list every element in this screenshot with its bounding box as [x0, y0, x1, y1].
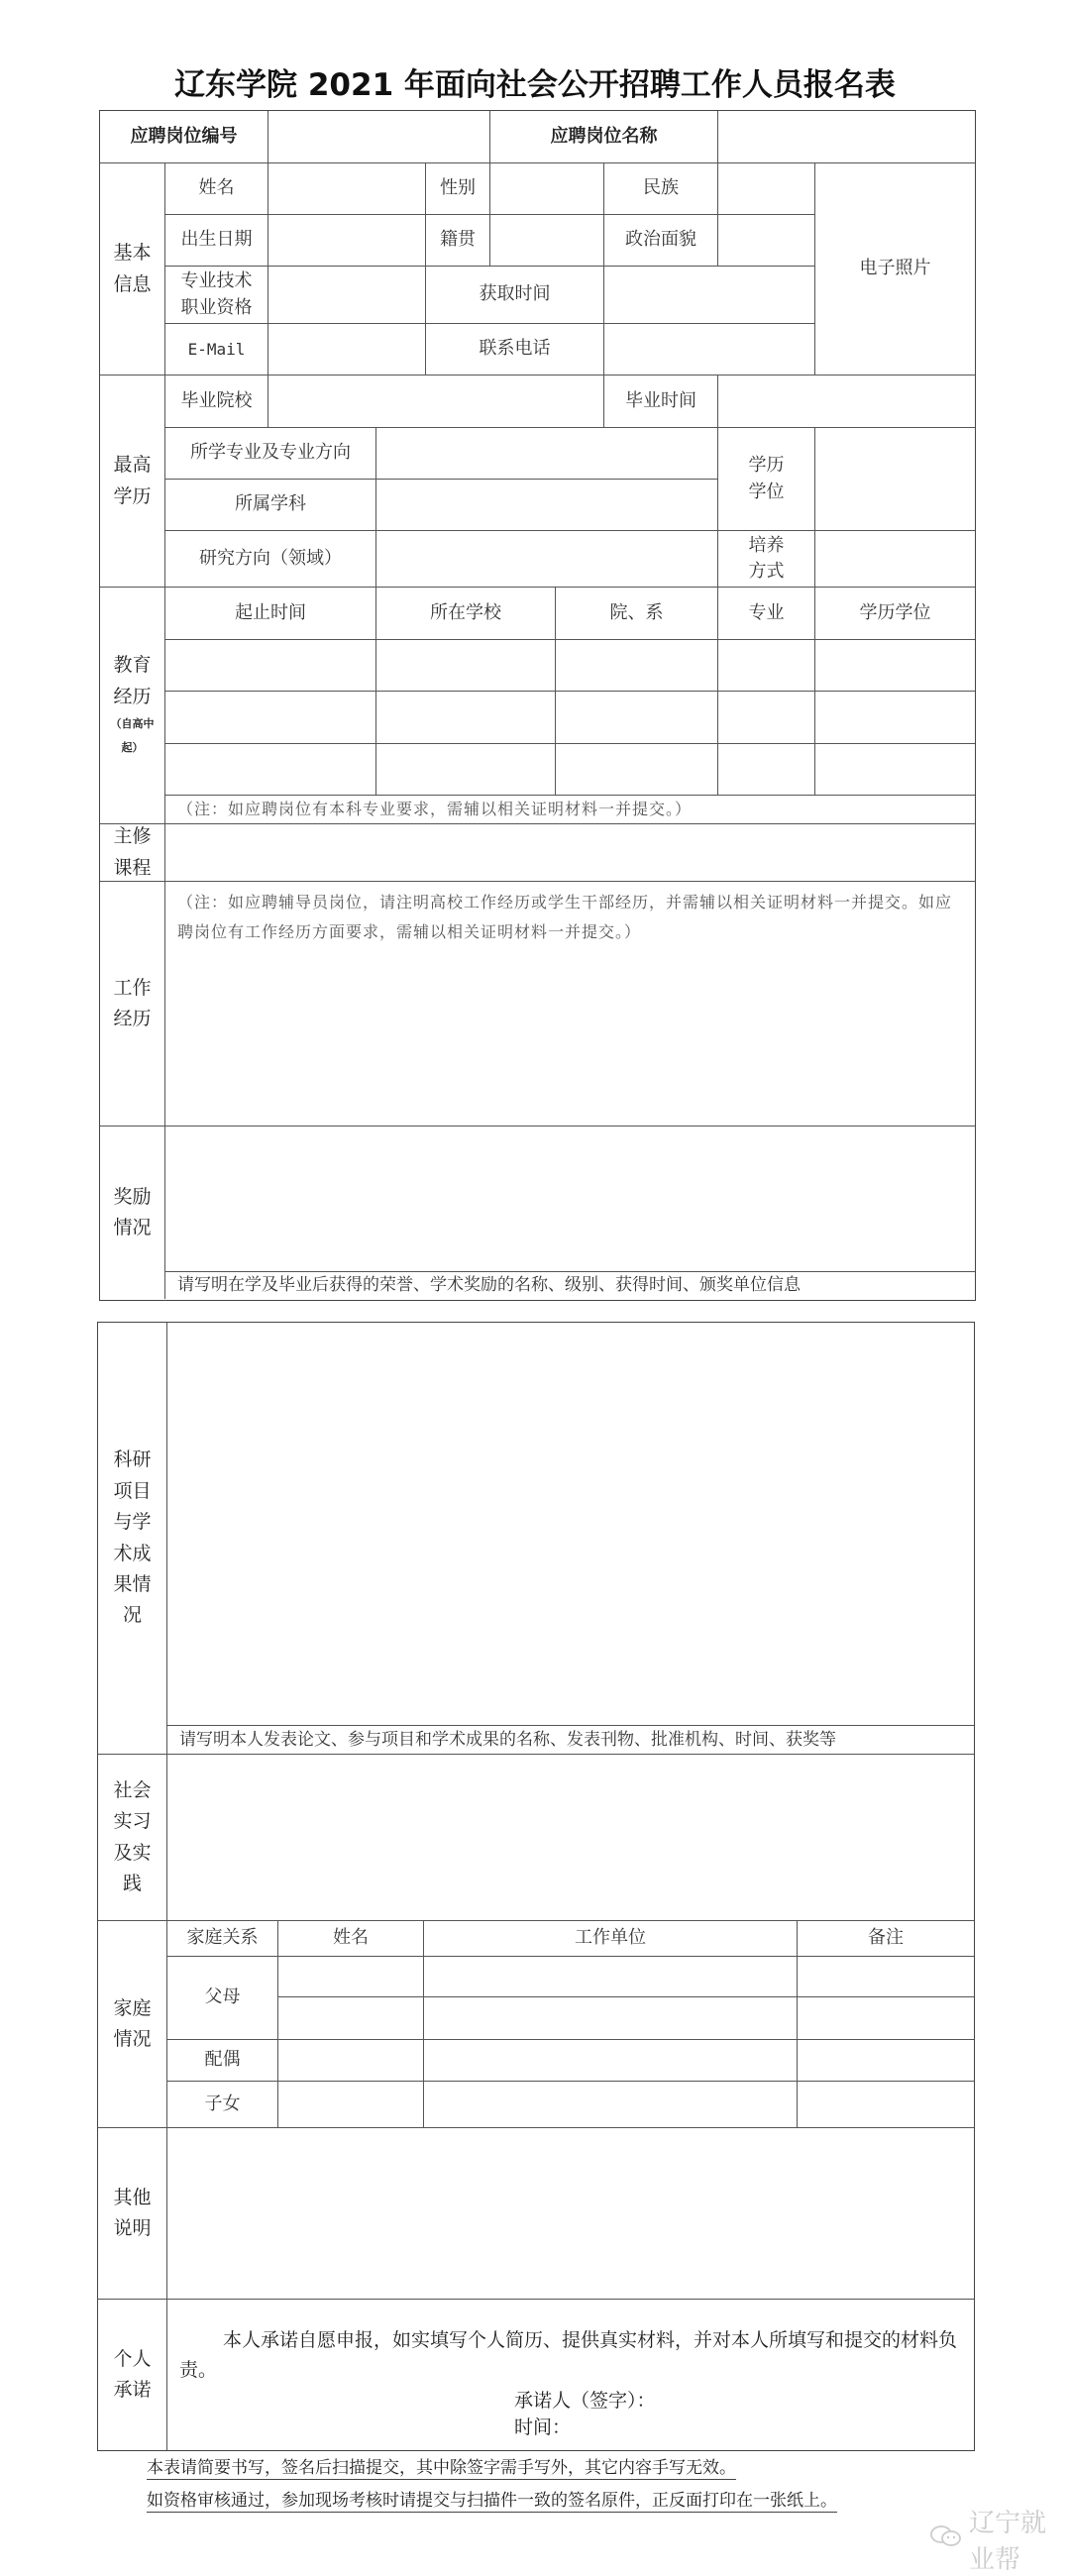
page-title: 辽东学院 2021 年面向社会公开招聘工作人员报名表	[174, 67, 896, 103]
edu-row1-period[interactable]	[165, 640, 376, 692]
research-direction-field[interactable]	[376, 531, 718, 588]
work-experience-note: （注：如应聘辅导员岗位，请注明高校工作经历或学生干部经历，并需辅以相关证明材料一并提交。如应聘岗位有工作经历方面要求，需辅以相关证明材料一并提交。）	[177, 893, 953, 941]
work-experience-text: 工作经历	[113, 976, 152, 1029]
education-history-text: 教育经历	[113, 654, 152, 707]
graduation-time-field[interactable]	[718, 376, 975, 428]
school-field[interactable]	[268, 376, 604, 428]
awards-text: 奖励情况	[113, 1185, 152, 1238]
family-spouse-workplace[interactable]	[424, 2040, 798, 2082]
footer-note-1: 本表请简要书写，签名后扫描提交，其中除签字需手写外，其它内容手写无效。	[147, 2453, 736, 2480]
research-section-label	[98, 1323, 167, 1755]
gender-label: 性别	[426, 163, 490, 215]
highest-education-section-label	[100, 376, 165, 588]
edu-row2-school[interactable]	[376, 692, 556, 744]
family-children-workplace[interactable]	[424, 2082, 798, 2128]
awards-note: 请写明在学及毕业后获得的荣誉、学术奖励的名称、级别、获得时间、颁奖单位信息	[177, 1275, 801, 1296]
main-courses-section-label	[100, 824, 165, 882]
awards-section-label	[100, 1127, 165, 1299]
edu-row1-degree[interactable]	[815, 640, 975, 692]
phone-label: 联系电话	[426, 324, 604, 376]
pledge-signer-label: 承诺人（签字）：	[514, 2390, 656, 2412]
pledge-section-label	[98, 2300, 167, 2450]
qualification-text: 专业技术职业资格	[180, 270, 253, 318]
family-parent1-name[interactable]	[278, 1957, 424, 1997]
photo-field[interactable]	[815, 163, 975, 376]
other-field[interactable]	[167, 2128, 974, 2300]
family-relation-parents: 父母	[167, 1957, 278, 2040]
family-children-name[interactable]	[278, 2082, 424, 2128]
native-place-label: 籍贯	[426, 215, 490, 267]
family-parent2-remarks[interactable]	[798, 1997, 974, 2040]
pledge-text: 个人承诺	[113, 2347, 152, 2401]
family-section-label	[98, 1921, 167, 2128]
watermark-text: 辽宁就业帮	[969, 2509, 1047, 2575]
ethnicity-label: 民族	[604, 163, 718, 215]
basic-info-text: 基本信息	[113, 242, 152, 295]
research-text: 科研项目与学术成果情况	[113, 1449, 152, 1627]
family-text: 家庭情况	[113, 1996, 152, 2050]
degree-field[interactable]	[815, 428, 975, 531]
edu-row2-period[interactable]	[165, 692, 376, 744]
position-name-field[interactable]	[718, 111, 975, 163]
edu-row1-department[interactable]	[556, 640, 718, 692]
family-parent2-workplace[interactable]	[424, 1997, 798, 2040]
political-status-field[interactable]	[718, 215, 815, 267]
education-note: （注：如应聘岗位有本科专业要求，需辅以相关证明材料一并提交。）	[165, 796, 975, 824]
pledge-statement: 本人承诺自愿申报，如实填写个人简历、提供真实材料，并对本人所填写和提交的材料负责。	[179, 2329, 958, 2382]
main-courses-field[interactable]	[165, 824, 975, 882]
email-label: E-Mail	[165, 324, 268, 376]
edu-col-degree: 学历学位	[815, 588, 975, 640]
phone-field[interactable]	[604, 324, 815, 376]
family-col-workplace: 工作单位	[424, 1921, 798, 1957]
political-status-label: 政治面貌	[604, 215, 718, 267]
school-label: 毕业院校	[165, 376, 268, 428]
edu-row3-major[interactable]	[718, 744, 815, 796]
research-field[interactable]	[167, 1323, 974, 1726]
family-parent2-name[interactable]	[278, 1997, 424, 2040]
work-experience-field[interactable]	[165, 882, 975, 1127]
family-parent1-remarks[interactable]	[798, 1957, 974, 1997]
position-code-label: 应聘岗位编号	[100, 111, 268, 163]
footer-note-2: 如资格审核通过，参加现场考核时请提交与扫描件一致的签名原件，正反面打印在一张纸上。	[147, 2486, 837, 2513]
training-mode-label	[718, 531, 815, 588]
main-courses-text: 主修课程	[113, 825, 152, 879]
training-mode-text: 培养方式	[748, 534, 785, 582]
edu-row3-period[interactable]	[165, 744, 376, 796]
edu-row2-department[interactable]	[556, 692, 718, 744]
position-name-label: 应聘岗位名称	[490, 111, 718, 163]
native-place-field[interactable]	[490, 215, 604, 267]
major-label: 所学专业及专业方向	[165, 428, 376, 480]
photo-label: 电子照片	[859, 258, 931, 279]
family-relation-children: 子女	[167, 2082, 278, 2128]
registration-table-part1	[99, 110, 976, 1301]
edu-row2-major[interactable]	[718, 692, 815, 744]
edu-col-period: 起止时间	[165, 588, 376, 640]
social-practice-text: 社会实习及实践	[113, 1778, 152, 1894]
education-history-subtext: （自高中起）	[110, 717, 155, 755]
other-text: 其他说明	[113, 2186, 152, 2239]
graduation-time-label: 毕业时间	[604, 376, 718, 428]
email-field[interactable]	[268, 324, 426, 376]
edu-row3-school[interactable]	[376, 744, 556, 796]
major-field[interactable]	[376, 428, 718, 480]
work-experience-section-label	[100, 882, 165, 1127]
edu-row3-degree[interactable]	[815, 744, 975, 796]
edu-col-department: 院、系	[556, 588, 718, 640]
family-children-remarks[interactable]	[798, 2082, 974, 2128]
wechat-icon	[929, 2523, 963, 2556]
family-col-relation: 家庭关系	[167, 1921, 278, 1957]
discipline-label: 所属学科	[165, 480, 376, 531]
research-direction-label: 研究方向（领域）	[165, 531, 376, 588]
basic-info-section-label	[100, 163, 165, 376]
qualification-field[interactable]	[268, 267, 426, 324]
watermark	[929, 2503, 1070, 2576]
social-practice-section-label	[98, 1755, 167, 1921]
degree-label	[718, 428, 815, 531]
edu-row1-major[interactable]	[718, 640, 815, 692]
registration-table-part2	[97, 1322, 975, 2451]
obtained-time-field[interactable]	[604, 267, 815, 324]
family-col-name: 姓名	[278, 1921, 424, 1957]
training-mode-field[interactable]	[815, 531, 975, 588]
edu-row2-degree[interactable]	[815, 692, 975, 744]
awards-field[interactable]	[165, 1127, 975, 1272]
social-practice-field[interactable]	[167, 1755, 974, 1921]
research-note: 请写明本人发表论文、参与项目和学术成果的名称、发表刊物、批准机构、时间、获奖等	[167, 1726, 974, 1755]
education-history-section-label	[100, 588, 165, 824]
obtained-time-label: 获取时间	[426, 267, 604, 324]
pledge-time-label: 时间：	[514, 2416, 572, 2438]
edu-col-school: 所在学校	[376, 588, 556, 640]
edu-row3-department[interactable]	[556, 744, 718, 796]
family-parent1-workplace[interactable]	[424, 1957, 798, 1997]
edu-row1-school[interactable]	[376, 640, 556, 692]
name-field[interactable]	[268, 163, 426, 215]
discipline-field[interactable]	[376, 480, 718, 531]
gender-field[interactable]	[490, 163, 604, 215]
ethnicity-field[interactable]	[718, 163, 815, 215]
family-relation-spouse: 配偶	[167, 2040, 278, 2082]
highest-education-text: 最高学历	[113, 454, 152, 507]
other-section-label	[98, 2128, 167, 2300]
birth-date-label: 出生日期	[165, 215, 268, 267]
edu-col-major: 专业	[718, 588, 815, 640]
family-spouse-remarks[interactable]	[798, 2040, 974, 2082]
name-label: 姓名	[165, 163, 268, 215]
qualification-label	[165, 267, 268, 324]
degree-text: 学历学位	[748, 455, 785, 502]
birth-date-field[interactable]	[268, 215, 426, 267]
family-spouse-name[interactable]	[278, 2040, 424, 2082]
position-code-field[interactable]	[268, 111, 490, 163]
family-col-remarks: 备注	[798, 1921, 974, 1957]
